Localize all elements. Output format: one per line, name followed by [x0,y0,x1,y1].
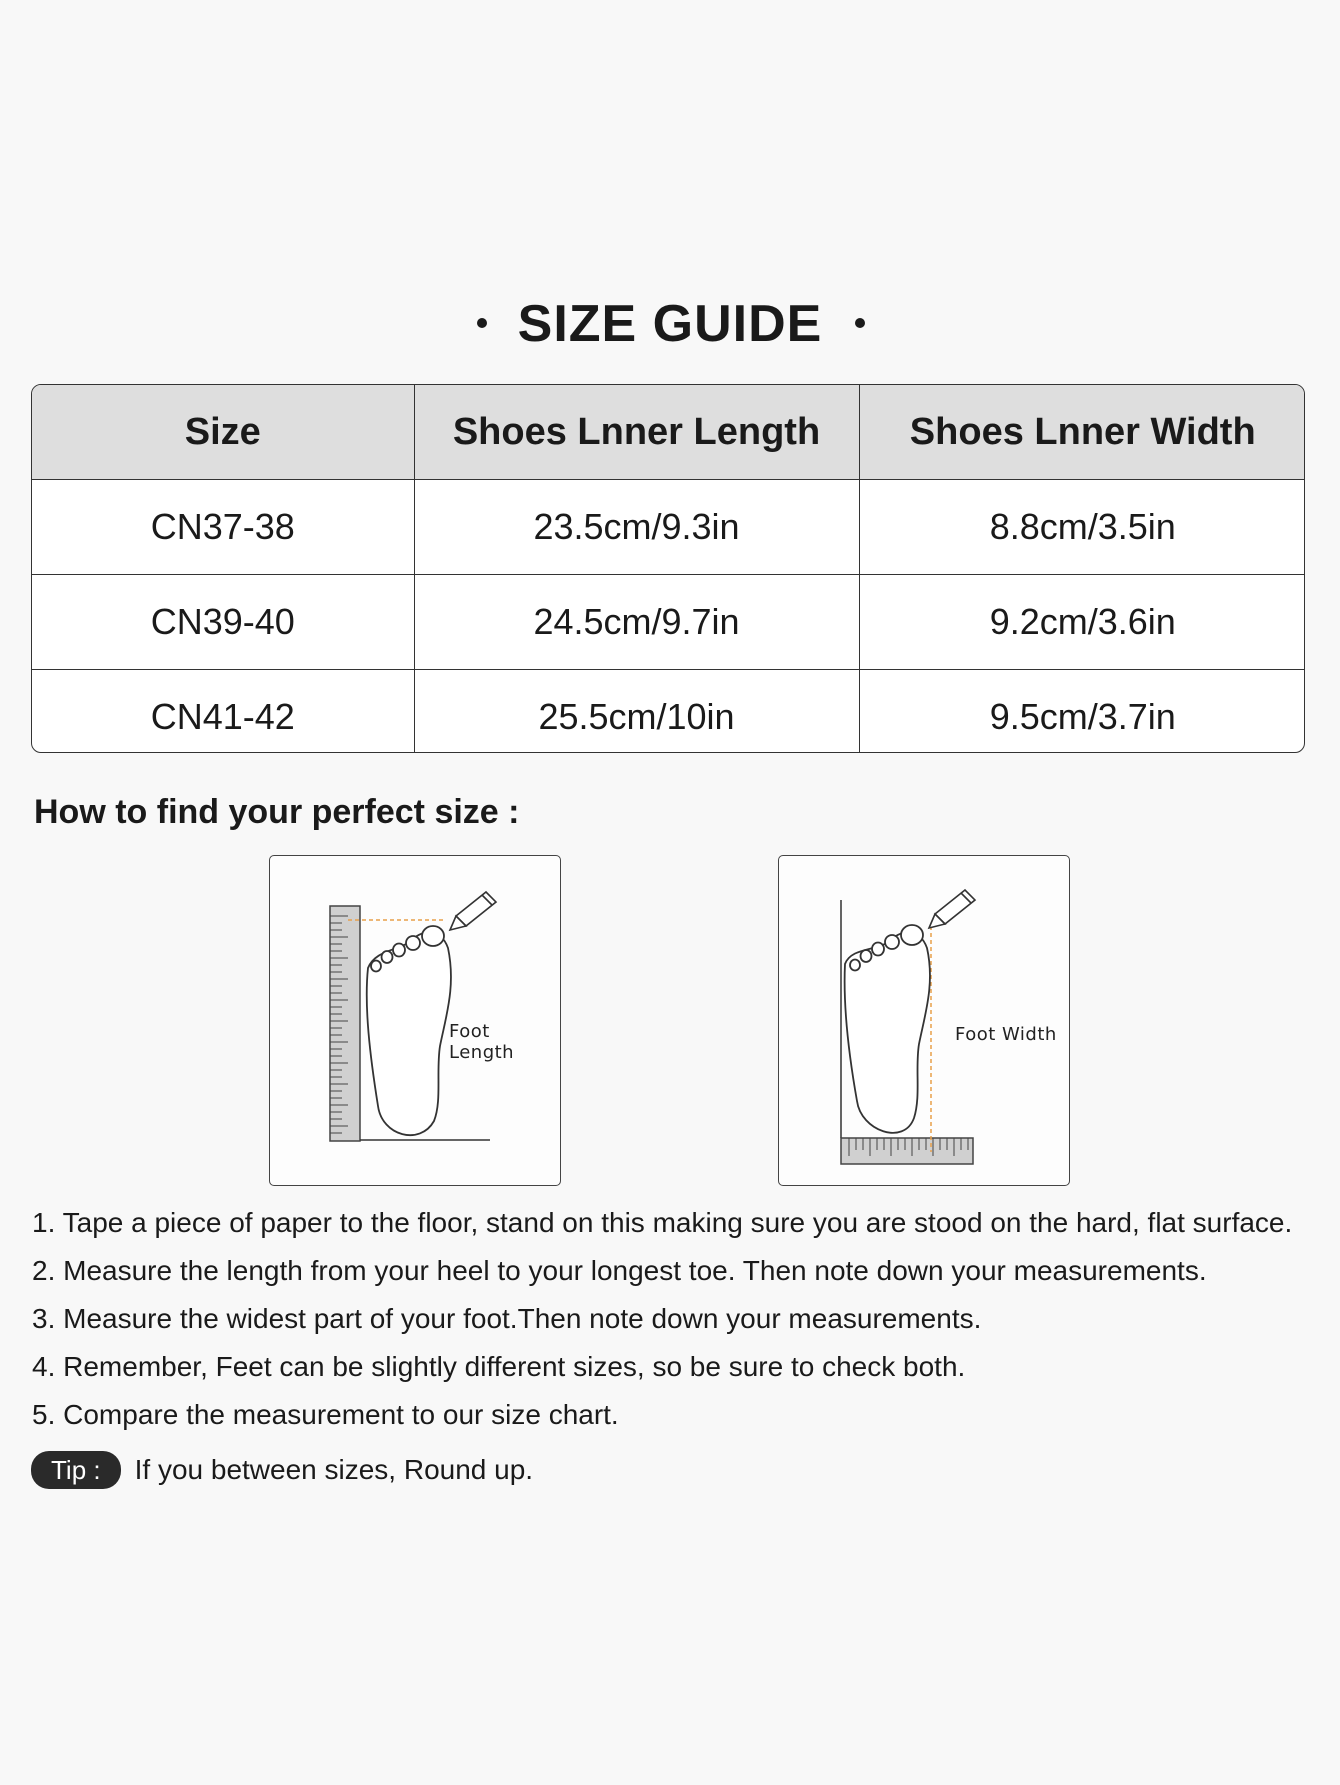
title-row [0,288,1340,358]
foot-outline-icon [367,926,451,1135]
foot-width-illustration [779,856,1071,1187]
step-item: 2. Measure the length from your heel to your longest toe. Then note down your measurements. [32,1255,1207,1286]
header-inner-length: Shoes Lnner Length [414,385,859,480]
horizontal-ruler-icon [841,1138,973,1164]
pencil-icon [929,890,975,928]
table-header-row [32,385,1305,480]
how-to-heading: How to find your perfect size : [34,793,520,831]
page-title: SIZE GUIDE [517,295,823,353]
table-row [32,480,1305,575]
tip-row [31,1450,533,1490]
step-item: 1. Tape a piece of paper to the floor, stand on this making sure you are stood on the hard, flat surface. [32,1207,1293,1238]
tip-badge: Tip : [31,1451,121,1489]
step-item: 4. Remember, Feet can be slightly different sizes, so be sure to check both. [32,1351,966,1382]
table-row [32,670,1305,754]
foot-width-label: Foot Width [955,1024,1057,1045]
foot-outline-icon [845,925,930,1133]
vertical-ruler-icon [330,906,360,1141]
foot-width-diagram [778,855,1070,1186]
step-item: 3. Measure the widest part of your foot.Then note down your measurements. [32,1303,982,1334]
size-table [31,384,1305,753]
header-inner-width: Shoes Lnner Width [859,385,1305,480]
cell-length: 24.5cm/9.7in [414,575,859,670]
cell-length: 23.5cm/9.3in [414,480,859,575]
cell-width: 9.5cm/3.7in [989,696,1176,737]
cell-size: CN37-38 [32,480,414,575]
header-size: Size [32,385,414,480]
cell-width: 8.8cm/3.5in [859,480,1305,575]
step-item: 5. Compare the measurement to our size chart. [32,1399,619,1430]
cell-size: CN39-40 [32,575,414,670]
cell-length: 25.5cm/10in [414,670,859,754]
pencil-icon [450,892,496,930]
instruction-steps [32,1203,1292,1443]
bullet-dot-right [855,318,865,328]
foot-length-diagram [269,855,561,1186]
cell-width: 9.2cm/3.6in [859,575,1305,670]
cell-size: CN41-42 [32,670,414,754]
tip-text: If you between sizes, Round up. [134,1454,534,1485]
table-row [32,575,1305,670]
foot-length-label: Foot Length [449,1021,515,1063]
